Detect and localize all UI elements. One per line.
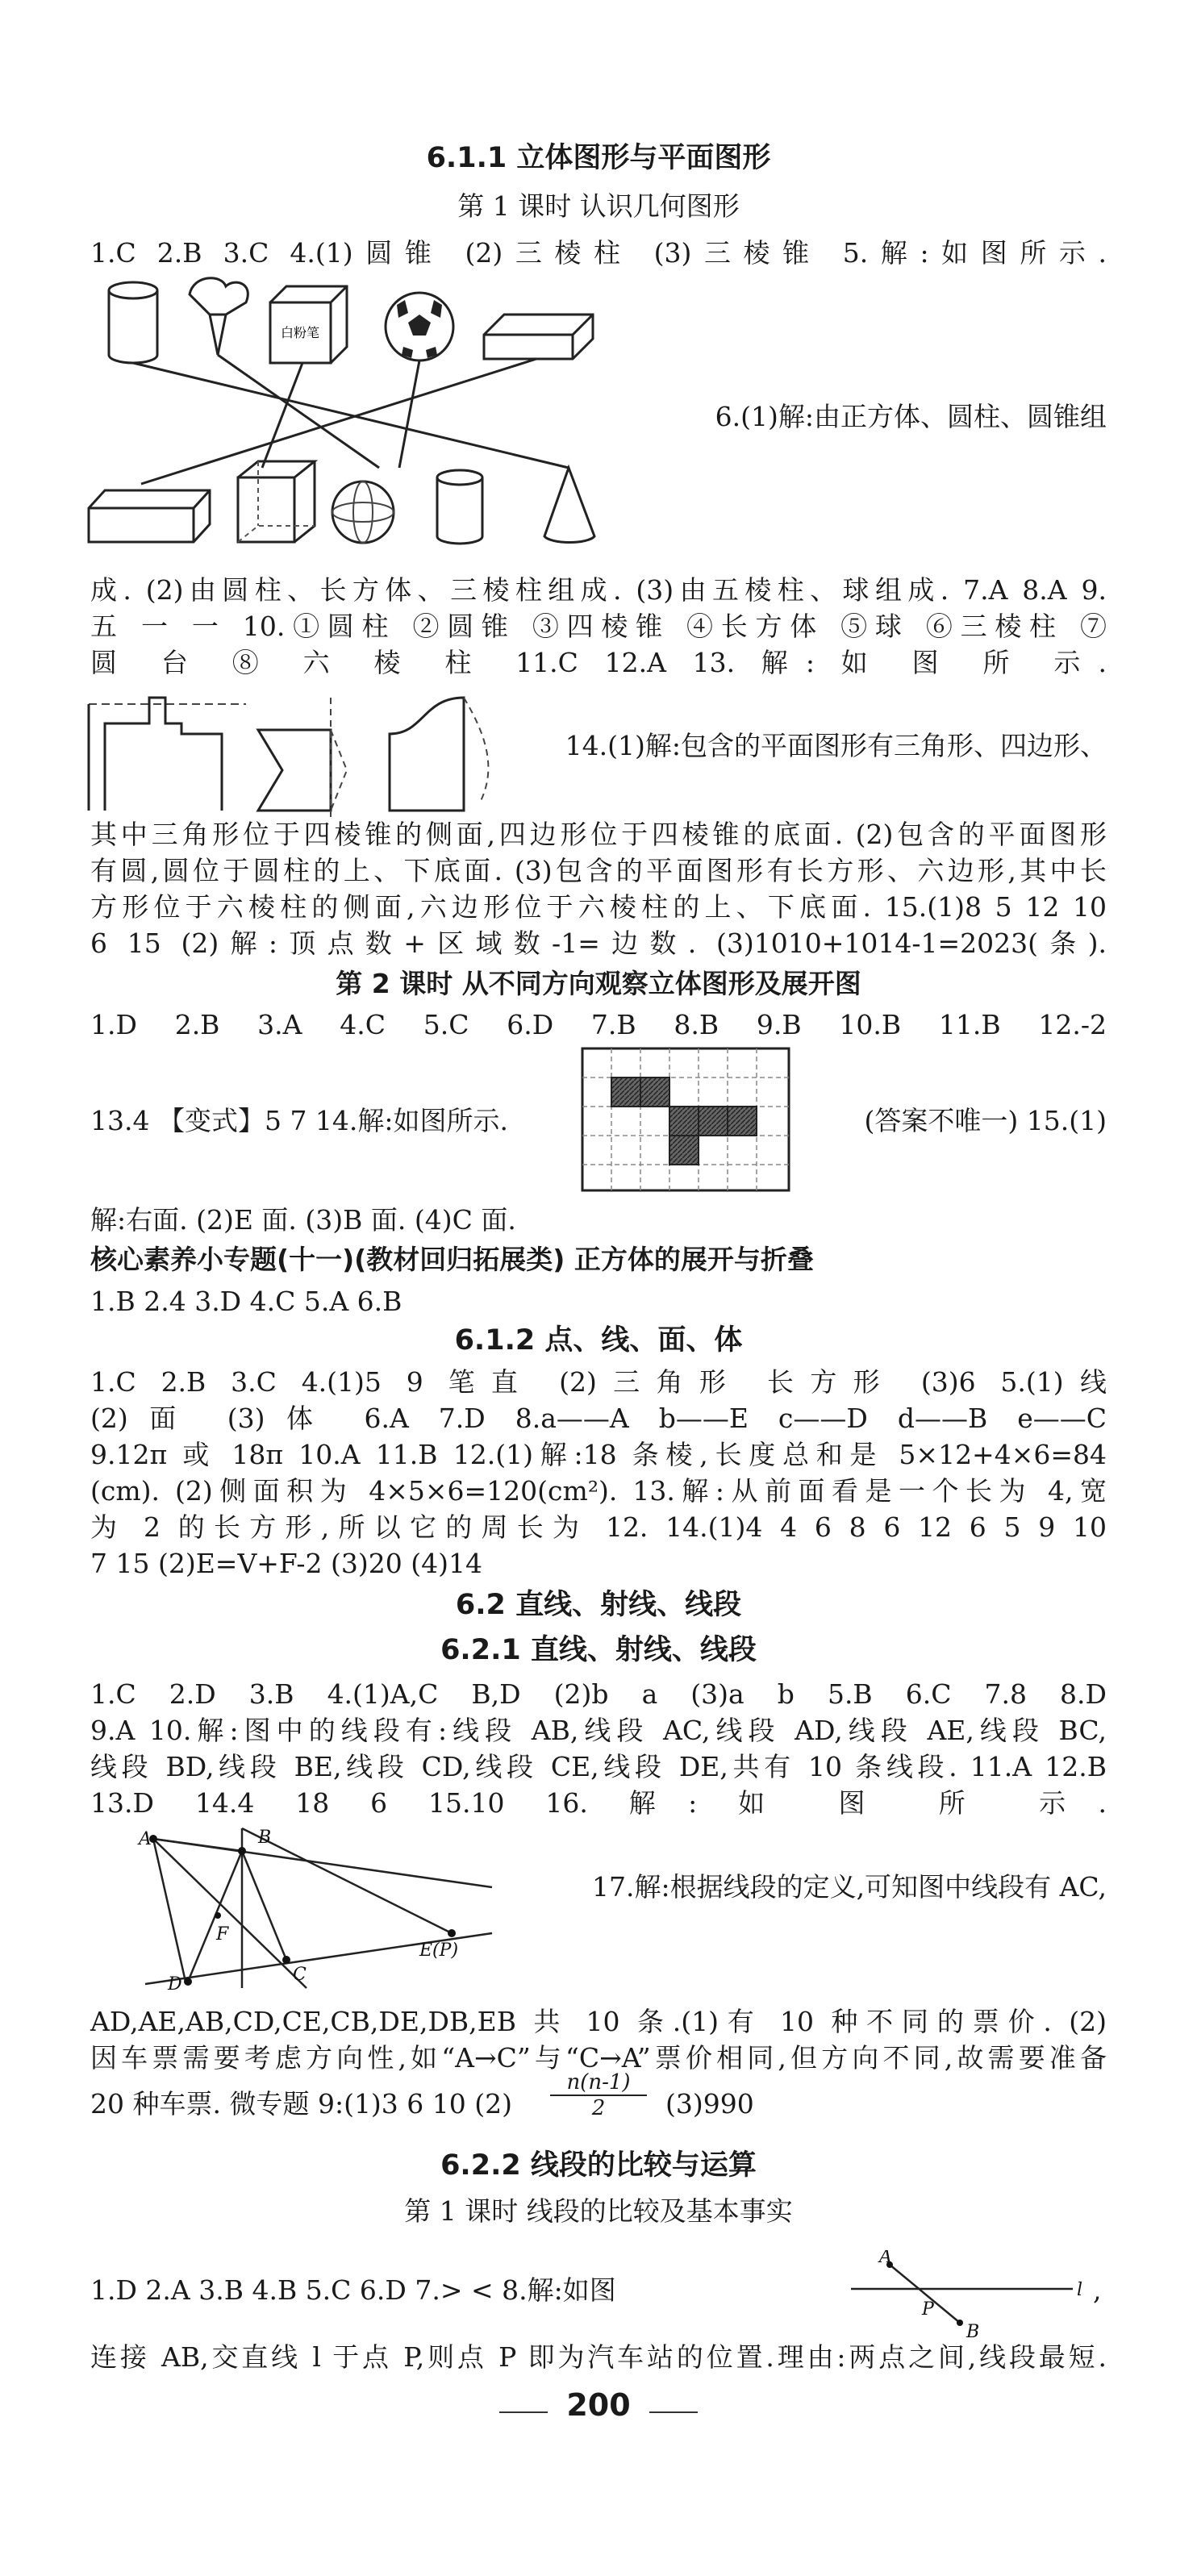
answer-line: 13.4 【变式】5 7 14.解:如图所示. (90, 1105, 509, 1136)
point-P-label: P (922, 2299, 934, 2320)
cube-shape (238, 461, 315, 542)
answer-line: 1.D 2.A 3.B 4.B 5.C 6.D 7.> < 8.解:如图 (90, 2274, 616, 2306)
lesson-title: 第 2 课时 从不同方向观察立体图形及展开图 (336, 968, 861, 999)
answer-line: 1.D 2.B 3.A 4.C 5.C 6.D 7.B 8.B 9.B 10.B 11.B 12.-2 (90, 1009, 1107, 1040)
cuboid-shape (89, 490, 210, 542)
point-C-label: C (293, 1965, 307, 1985)
solid-matching-figure (81, 266, 645, 573)
answer-line: , (1093, 2274, 1102, 2306)
soccer-ball-icon (386, 293, 453, 361)
answer-line: (答案不唯一) 15.(1) (864, 1105, 1107, 1136)
chalk-label: 白粉笔 (281, 325, 320, 340)
answer-line: 1.C 2.B 3.C 4.(1)圆锥 (2)三棱柱 (3)三棱锥 5.解:如图所示. (90, 237, 1107, 269)
fraction (550, 2070, 647, 2120)
answer-line: 有圆,圆位于圆柱的上、下底面. (3)包含的平面图形有长方形、六边形,其中长 (90, 855, 1107, 886)
point-B-label: B (966, 2322, 980, 2339)
answer-line: 20 种车票. 微专题 9:(1)3 6 10 (2) (90, 2088, 513, 2120)
answer-line: 13.D 14.4 18 6 15.10 16. 解: 如 图 所 示. (90, 1787, 1107, 1819)
bus-station-figure (851, 2250, 1093, 2339)
answer-line: 其中三角形位于四棱锥的侧面,四边形位于四棱锥的底面. (2)包含的平面图形 (90, 819, 1107, 850)
answer-line: 9.12π 或 18π 10.A 11.B 12.(1)解:18 条棱,长度总和是 5×12+4×6=84 (90, 1439, 1107, 1470)
answer-line: (cm). (2)侧面积为 4×5×6=120(cm²). 13.解:从前面看是一个长为 4,宽 (90, 1475, 1107, 1507)
answer-line: 1.C 2.D 3.B 4.(1)A,C B,D (2)b a (3)a b 5.B 6.C 7.8 8.D (90, 1678, 1107, 1710)
section-title-6-1-2: 6.1.2 点、线、面、体 (454, 1324, 743, 1357)
can-icon (109, 282, 157, 363)
answer-line: AD,AE,AB,CD,CE,CB,DE,DB,EB 共 10 条.(1)有 10 种不同的票价. (2) (90, 2006, 1107, 2037)
answer-line: 因车票需要考虑方向性,如“A→C”与“C→A”票价相同,但方向不同,故需要准备 (90, 2042, 1107, 2074)
point-D-label: D (168, 1974, 182, 1995)
brick-icon (484, 315, 593, 359)
section-title-6-2-2: 6.2.2 线段的比较与运算 (440, 2149, 757, 2182)
cylinder-shape (437, 470, 482, 544)
answer-line: 6 15 (2)解:顶点数+区域数-1=边数. (3)1010+1014-1=2023(条). (90, 927, 1107, 959)
answer-line: 1.C 2.B 3.C 4.(1)5 9 笔直 (2)三角形 长方形 (3)6 5.(1)线 (90, 1366, 1107, 1398)
chevron-shape (258, 698, 347, 819)
point-E-label: E(P) (419, 1940, 459, 1961)
answer-line: (3)990 (665, 2088, 754, 2120)
points-lines-figure (121, 1827, 500, 1996)
answer-line: 解:右面. (2)E 面. (3)B 面. (4)C 面. (90, 1204, 516, 1236)
answer-line: 连接 AB,交直线 l 于点 P,则点 P 即为汽车站的位置.理由:两点之间,线段最短. (90, 2341, 1107, 2373)
cube-net-grid-figure (581, 1047, 790, 1192)
point-F-label: F (216, 1924, 229, 1945)
special-topic-title: 核心素养小专题(十一)(教材回归拓展类) 正方体的展开与折叠 (90, 1244, 814, 1275)
section-title-6-2-1: 6.2.1 直线、射线、线段 (440, 1634, 757, 1666)
point-B-label: B (258, 1828, 272, 1848)
section-title-6-2: 6.2 直线、射线、线段 (455, 1589, 742, 1621)
answer-line: 6.(1)解:由正方体、圆柱、圆锥组 (715, 401, 1107, 432)
page-number-area (0, 2387, 1197, 2423)
answer-line: 1.B 2.4 3.D 4.C 5.A 6.B (90, 1286, 402, 1317)
page-number: 200 (566, 2387, 631, 2423)
point-A-label: A (879, 2250, 892, 2267)
curved-shape (390, 698, 488, 811)
lesson-title: 第 1 课时 认识几何图形 (457, 190, 740, 222)
answer-line: 线段 BD,线段 BE,线段 CD,线段 CE,线段 DE,共有 10 条线段. 11.A 12.B (90, 1751, 1107, 1782)
answer-line: 成. (2)由圆柱、长方体、三棱柱组成. (3)由五棱柱、球组成. 7.A 8.A 9. (90, 574, 1107, 606)
point-A-label: A (139, 1829, 152, 1849)
house-outline-shape (89, 698, 246, 811)
line-l-label: l (1077, 2280, 1083, 2300)
answer-line: 17.解:根据线段的定义,可知图中线段有 AC, (592, 1871, 1107, 1903)
answer-line: 五 一 一 10.①圆柱 ②圆锥 ③四棱锥 ④长方体 ⑤球 ⑥三棱柱 ⑦ (90, 611, 1107, 642)
answer-line: 为 2 的长方形,所以它的周长为 12. 14.(1)4 4 6 8 6 12 6 5 9 10 (90, 1511, 1107, 1543)
ice-cream-icon (190, 278, 248, 355)
answer-line: (2)面 (3)体 6.A 7.D 8.a——A b——E c——D d——B e——C (90, 1403, 1107, 1434)
chalk-box-icon (270, 286, 347, 363)
sphere-shape (332, 481, 394, 543)
plane-shapes-figure (85, 690, 504, 819)
section-title-6-1-1: 6.1.1 立体图形与平面图形 (426, 142, 771, 174)
answer-line: 14.(1)解:包含的平面图形有三角形、四边形、 (565, 730, 1107, 761)
fraction-numerator: n(n-1) (550, 2070, 647, 2096)
answer-line: 方形位于六棱柱的侧面,六边形位于六棱柱的上、下底面. 15.(1)8 5 12 10 (90, 891, 1107, 923)
cone-shape (544, 468, 594, 543)
answer-line: 圆 台 ⑧ 六 棱 柱 11.C 12.A 13. 解: 如 图 所 示. (90, 647, 1107, 678)
fraction-denominator: 2 (591, 2096, 606, 2120)
answer-line: 7 15 (2)E=V+F-2 (3)20 (4)14 (90, 1548, 482, 1579)
answer-line: 9.A 10.解:图中的线段有:线段 AB,线段 AC,线段 AD,线段 AE,线段 BC, (90, 1715, 1107, 1746)
lesson-title: 第 1 课时 线段的比较及基本事实 (404, 2195, 793, 2227)
